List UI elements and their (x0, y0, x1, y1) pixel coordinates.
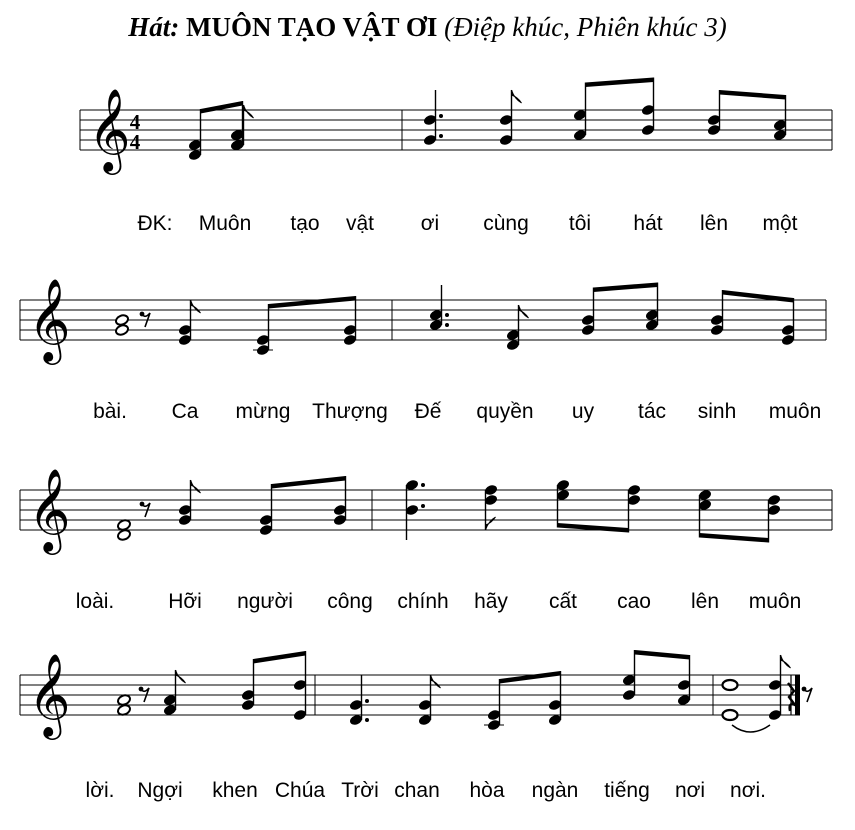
beam (635, 650, 690, 660)
dot (365, 718, 369, 722)
beam (594, 283, 658, 293)
beam (723, 290, 794, 303)
tie (732, 725, 770, 732)
eighth-rest-dot (802, 687, 807, 692)
lyric-syllable: bài. (93, 400, 127, 423)
beam (272, 476, 346, 489)
lyric-syllable: sinh (697, 400, 737, 423)
flag (431, 675, 441, 688)
notehead (723, 680, 738, 690)
dot (421, 483, 425, 487)
title-song-name: MUÔN TẠO VẬT ƠI (186, 12, 438, 42)
lyric-syllable: tạo (290, 212, 320, 235)
eighth-rest-dot (140, 312, 145, 317)
lyric-syllable: công (327, 590, 373, 613)
beam (269, 296, 356, 309)
notehead (115, 324, 130, 337)
flag (519, 305, 529, 318)
staff-system (20, 277, 826, 423)
lyric-syllable: tôi (568, 212, 592, 235)
lyric-syllable: Chúa (274, 779, 326, 802)
time-signature-bottom: 4 (129, 130, 141, 154)
flag (244, 105, 254, 118)
lyric-syllable: Ngợi (137, 779, 183, 802)
notehead (723, 710, 738, 720)
title-subtitle: (Điệp khúc, Phiên khúc 3) (444, 12, 727, 42)
notehead (117, 704, 132, 717)
lyric-syllable: tác (637, 400, 667, 423)
lyric-syllable: cùng (483, 212, 529, 235)
lyric-syllable: vật (345, 212, 375, 235)
flag (512, 90, 522, 103)
flag (176, 670, 186, 683)
staff-system (20, 650, 812, 802)
eighth-rest-dot (140, 502, 145, 507)
lyric-syllable: Hỡi (168, 590, 202, 613)
final-barline (795, 675, 800, 715)
lyric-syllable: Trời (341, 779, 379, 802)
lyric-syllable: muôn (748, 590, 802, 613)
lyric-syllable: hòa (469, 779, 505, 802)
flag (781, 655, 791, 668)
lyric-syllable: chan (394, 779, 440, 802)
staff-system (20, 467, 832, 613)
dot (445, 313, 449, 317)
lyric-syllable: muôn (768, 400, 822, 423)
lyric-syllable: lời. (85, 779, 115, 802)
staff-system (80, 78, 832, 236)
flag (486, 517, 496, 530)
time-signature-top: 4 (129, 110, 141, 134)
lyric-syllable: ĐK: (137, 212, 173, 235)
dot (365, 699, 369, 703)
beam (700, 533, 769, 543)
lyric-syllable: hãy (474, 590, 508, 613)
lyric-syllable: uy (571, 400, 595, 423)
lyric-syllable: lên (690, 590, 720, 613)
title-label: Hát: (128, 12, 180, 42)
treble-clef-icon: 𝄞 (28, 467, 71, 551)
beam (586, 78, 654, 88)
beam (201, 101, 243, 114)
beam (254, 651, 306, 664)
lyric-syllable: người (237, 590, 293, 613)
treble-clef-icon: 𝄞 (28, 277, 71, 361)
lyric-syllable: một (762, 212, 798, 235)
lyric-syllable: chính (397, 590, 449, 613)
lyric-syllable: ơi (420, 212, 440, 235)
lyric-syllable: quyền (476, 400, 534, 423)
treble-clef-icon: 𝄞 (88, 87, 131, 171)
lyric-syllable: tiếng (604, 779, 650, 802)
lyric-syllable: Muôn (198, 212, 252, 235)
lyric-syllable: cao (617, 590, 651, 613)
dot (439, 134, 443, 138)
lyric-syllable: ngàn (531, 779, 579, 802)
lyric-syllable: nơi (674, 779, 706, 802)
treble-clef-icon: 𝄞 (28, 652, 71, 736)
notehead (117, 529, 132, 542)
lyric-syllable: hát (633, 212, 663, 235)
flag (191, 300, 201, 313)
dot (445, 323, 449, 327)
beam (558, 523, 629, 533)
lyric-syllable: Thượng (312, 400, 388, 423)
beam (720, 90, 786, 100)
lyric-syllable: lên (699, 212, 729, 235)
dot (421, 504, 425, 508)
lyric-syllable: khen (212, 779, 258, 802)
lyric-syllable: cất (548, 590, 578, 613)
beam (500, 671, 561, 684)
flag (191, 480, 201, 493)
lyric-syllable: mừng (235, 400, 291, 423)
lyric-syllable: loài. (75, 590, 115, 613)
dot (439, 114, 443, 118)
lyric-syllable: Ca (171, 400, 199, 423)
eighth-rest-dot (139, 687, 144, 692)
lyric-syllable: Đế (414, 400, 442, 423)
lyric-syllable: nơi. (730, 779, 766, 802)
